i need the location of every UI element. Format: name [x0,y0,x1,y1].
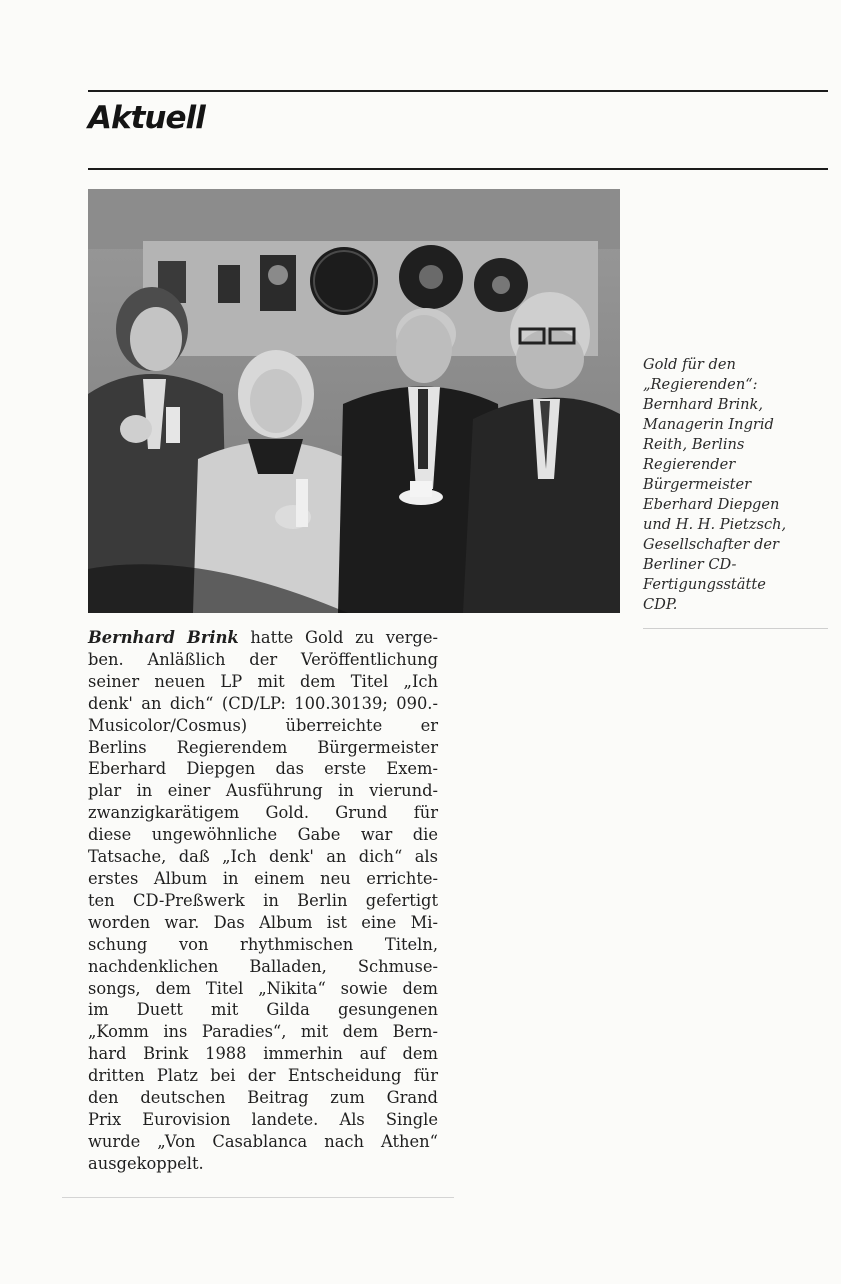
article-lead: Bernhard Brink [88,628,239,647]
article-line: nachdenklichen Balladen, Schmuse- [88,956,438,976]
top-rule [88,90,828,92]
article-line: Prix Eurovision landete. Als Single [88,1109,438,1129]
article-line: diese ungewöhnliche Gabe war die [88,825,438,845]
article-line [88,627,438,649]
article-line: ben. Anläßlich der Veröffentlichung [88,649,438,669]
article-line: ten CD-Preßwerk in Berlin gefertigt [88,890,438,910]
caption-rule [643,628,828,629]
article-rule [62,1197,454,1198]
article-line: plar in einer Ausführung in vierund- [88,781,438,801]
caption-line: CDP. [643,596,678,613]
photo-caption [643,355,828,615]
article-line: schung von rhythmischen Titeln, [88,934,438,954]
caption-line: „Regierenden“: [643,376,758,393]
caption-line: und H. H. Pietzsch, [643,516,787,533]
article-line: songs, dem Titel „Nikita“ sowie dem [88,978,438,998]
article-line: dritten Platz bei der Entscheidung für [88,1066,438,1086]
article-line: erstes Album in einem neu errichte- [88,868,438,888]
caption-line: Gesellschafter der [643,536,779,553]
caption-line: Fertigungsstätte [643,576,766,593]
caption-line: Regierender [643,456,736,473]
article-line: im Duett mit Gilda gesungenen [88,1000,438,1020]
article-line: „Komm ins Paradies“, mit dem Bern- [88,1022,438,1042]
photo-image-icon [88,189,620,613]
article-line: Tatsache, daß „Ich denk' an dich“ als [88,847,438,867]
caption-line: Gold für den [643,356,736,373]
caption-line: Bürgermeister [643,476,752,493]
caption-line: Berliner CD- [643,556,737,573]
article-line: den deutschen Beitrag zum Grand [88,1088,438,1108]
caption-line: Managerin Ingrid [643,416,774,433]
article-line: hard Brink 1988 immerhin auf dem [88,1044,438,1064]
article-line: worden war. Das Album ist eine Mi- [88,912,438,932]
caption-line: Reith, Berlins [643,436,745,453]
article-body [88,627,438,1175]
article-line: Musicolor/Cosmus) überreichte er [88,715,438,735]
article-line: denk' an dich“ (CD/LP: 100.30139; 090.- [88,693,438,713]
press-photo [88,189,620,613]
section-title: Aktuell [88,100,205,136]
article-line: ausgekoppelt. [88,1153,204,1173]
article-line: wurde „Von Casablanca nach Athen“ [88,1131,438,1151]
article-line: Berlins Regierendem Bürgermeister [88,737,438,757]
article-line: zwanzigkarätigem Gold. Grund für [88,803,438,823]
header-rule [88,168,828,170]
caption-line: Bernhard Brink, [643,396,764,413]
article-line: seiner neuen LP mit dem Titel „Ich [88,671,438,691]
article-first-line: hatte Gold zu verge- [238,628,438,647]
article-line: Eberhard Diepgen das erste Exem- [88,759,438,779]
caption-line: Eberhard Diepgen [643,496,780,513]
